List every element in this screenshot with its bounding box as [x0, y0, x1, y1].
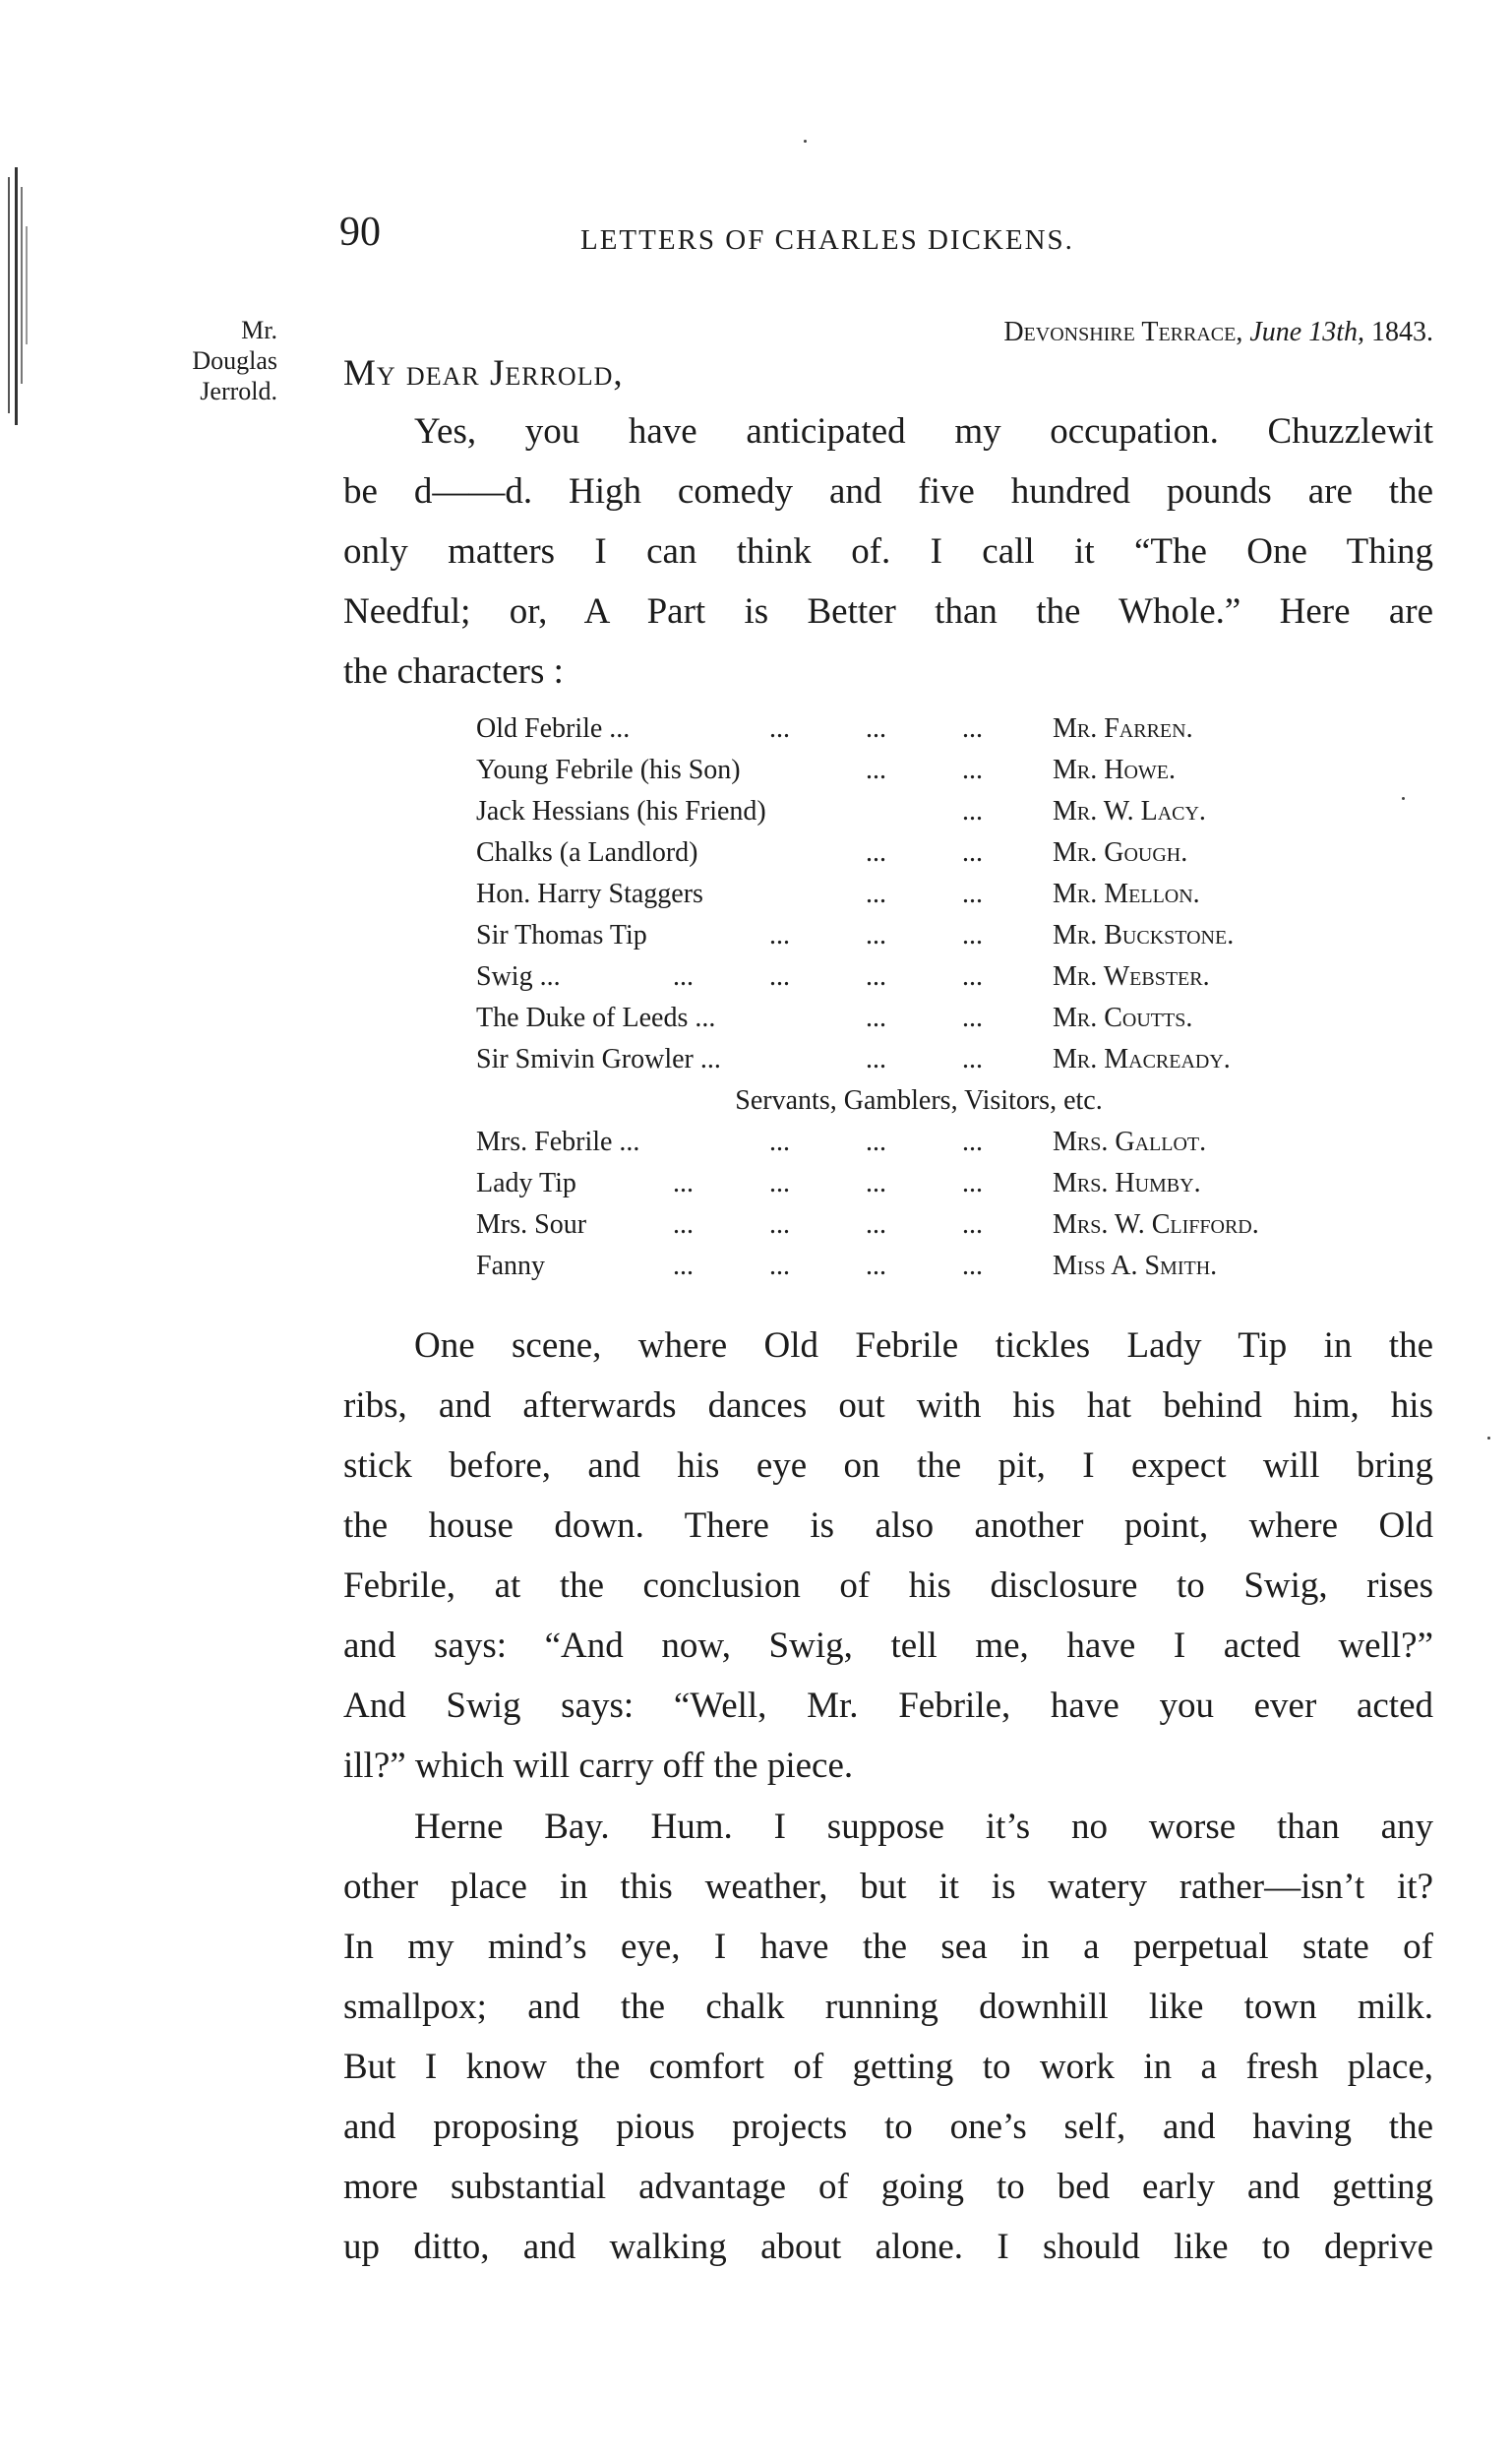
- dateline-date: June 13th,: [1249, 317, 1364, 347]
- text-line: up ditto, and walking about alone. I should like to deprive: [343, 2227, 1433, 2267]
- cast-row: [476, 1127, 1361, 1168]
- leader-dots: ...: [673, 1168, 694, 1198]
- cast-actor: Mr. W. Lacy.: [1053, 796, 1206, 827]
- cast-actor: Mrs. Humby.: [1053, 1168, 1201, 1198]
- leader-dots: ...: [866, 920, 886, 951]
- text-line: smallpox; and the chalk running downhill like town milk.: [343, 1987, 1433, 2027]
- cast-actor: Mrs. W. Clifford.: [1053, 1209, 1259, 1240]
- leader-dots: ...: [962, 920, 983, 951]
- text-line: One scene, where Old Febrile tickles Lady Tip in the: [414, 1325, 1433, 1366]
- cast-role: Mrs. Febrile ...: [476, 1127, 640, 1157]
- cast-row: [476, 1168, 1361, 1209]
- print-speck: [1487, 1437, 1490, 1440]
- binding-edge-marks: [6, 167, 33, 428]
- text-line: Febrile, at the conclusion of his disclosure to Swig, rises: [343, 1565, 1433, 1606]
- cast-role: Sir Thomas Tip: [476, 920, 647, 951]
- leader-dots: ...: [962, 1251, 983, 1281]
- leader-dots: ...: [962, 961, 983, 992]
- page-number: 90: [339, 210, 381, 255]
- cast-actor: Mr. Gough.: [1053, 837, 1188, 868]
- paragraph-opening: [343, 401, 1433, 702]
- leader-dots: ...: [962, 713, 983, 744]
- text-line: the characters :: [343, 651, 564, 692]
- text-line: the house down. There is also another point, where Old: [343, 1505, 1433, 1546]
- leader-dots: ...: [673, 1209, 694, 1240]
- leader-dots: ...: [769, 961, 790, 992]
- leader-dots: ...: [866, 1044, 886, 1074]
- cast-role: Mrs. Sour: [476, 1209, 587, 1240]
- text-line: ribs, and afterwards dances out with his hat behind him, his: [343, 1385, 1433, 1426]
- cast-role: Young Febrile (his Son): [476, 755, 741, 785]
- cast-row: [476, 755, 1361, 796]
- text-line: be d——d. High comedy and five hundred pounds are the: [343, 471, 1433, 512]
- leader-dots: ...: [866, 1127, 886, 1157]
- text-line: and says: “And now, Swig, tell me, have I acted well?”: [343, 1626, 1433, 1666]
- text-line: and proposing pious projects to one’s self, and having the: [343, 2107, 1433, 2147]
- cast-actor: Mr. Macready.: [1053, 1044, 1231, 1074]
- cast-actor: Mr. Howe.: [1053, 755, 1176, 785]
- leader-dots: ...: [962, 1168, 983, 1198]
- cast-actor: Mr. Buckstone.: [1053, 920, 1235, 951]
- leader-dots: ...: [962, 755, 983, 785]
- leader-dots: ...: [962, 1044, 983, 1074]
- leader-dots: ...: [866, 713, 886, 744]
- leader-dots: ...: [866, 961, 886, 992]
- sidenote-line: Douglas: [192, 346, 277, 375]
- running-head: LETTERS OF CHARLES DICKENS.: [580, 224, 1074, 256]
- cast-row: [476, 961, 1361, 1003]
- leader-dots: ...: [866, 1251, 886, 1281]
- cast-row: [476, 1209, 1361, 1251]
- sidenote-line: Jerrold.: [200, 377, 277, 405]
- cast-row: [476, 796, 1361, 837]
- leader-dots: ...: [769, 1127, 790, 1157]
- cast-role: Lady Tip: [476, 1168, 576, 1198]
- text-line: Yes, you have anticipated my occupation. Chuzzlewit: [414, 411, 1433, 452]
- text-line: more substantial advantage of going to bed early and getting: [343, 2167, 1433, 2207]
- dateline-place: Devonshire Terrace,: [1003, 317, 1243, 347]
- cast-role: Old Febrile ...: [476, 713, 631, 744]
- letter-salutation: My dear Jerrold,: [343, 353, 624, 394]
- text-line: stick before, and his eye on the pit, I expect will bring: [343, 1445, 1433, 1486]
- cast-actor: Mrs. Gallot.: [1053, 1127, 1207, 1157]
- cast-actor: Mr. Mellon.: [1053, 879, 1200, 909]
- sidenote-line: Mr.: [241, 316, 277, 344]
- cast-role: The Duke of Leeds ...: [476, 1003, 716, 1033]
- leader-dots: ...: [673, 961, 694, 992]
- text-line: Herne Bay. Hum. I suppose it’s no worse than any: [414, 1807, 1433, 1847]
- cast-row: [476, 1003, 1361, 1044]
- cast-role: Sir Smivin Growler ...: [476, 1044, 721, 1074]
- text-line: Needful; or, A Part is Better than the Whole.” Here are: [343, 591, 1433, 632]
- paragraph-herne-bay: [343, 1797, 1433, 2277]
- leader-dots: ...: [962, 837, 983, 868]
- leader-dots: ...: [866, 1003, 886, 1033]
- print-speck: [804, 140, 807, 143]
- cast-actor: Mr. Webster.: [1053, 961, 1210, 992]
- cast-role: Fanny: [476, 1251, 545, 1281]
- leader-dots: ...: [769, 1251, 790, 1281]
- cast-role: Chalks (a Landlord): [476, 837, 698, 868]
- leader-dots: ...: [866, 755, 886, 785]
- text-line: But I know the comfort of getting to work in a fresh place,: [343, 2047, 1433, 2087]
- text-line: ill?” which will carry off the piece.: [343, 1746, 854, 1786]
- text-line: only matters I can think of. I call it “The One Thing: [343, 531, 1433, 572]
- text-line: other place in this weather, but it is watery rather—isn’t it?: [343, 1867, 1433, 1907]
- print-speck: [1402, 797, 1405, 800]
- cast-interlude: Servants, Gamblers, Visitors, etc.: [735, 1085, 1103, 1116]
- cast-row: [476, 713, 1361, 755]
- leader-dots: ...: [769, 713, 790, 744]
- cast-role: Swig ...: [476, 961, 561, 992]
- leader-dots: ...: [673, 1251, 694, 1281]
- cast-actor: Mr. Farren.: [1053, 713, 1193, 744]
- leader-dots: ...: [769, 920, 790, 951]
- cast-row: [476, 879, 1361, 920]
- cast-row: [476, 1044, 1361, 1085]
- leader-dots: ...: [866, 1209, 886, 1240]
- dateline-year: 1843.: [1371, 317, 1433, 347]
- margin-sidenote: [167, 315, 277, 406]
- leader-dots: ...: [866, 837, 886, 868]
- leader-dots: ...: [769, 1209, 790, 1240]
- leader-dots: ...: [962, 879, 983, 909]
- cast-actor: Mr. Coutts.: [1053, 1003, 1193, 1033]
- cast-actor: Miss A. Smith.: [1053, 1251, 1218, 1281]
- leader-dots: ...: [866, 1168, 886, 1198]
- leader-dots: ...: [962, 1003, 983, 1033]
- cast-list: [476, 713, 1361, 1292]
- text-line: And Swig says: “Well, Mr. Febrile, have you ever acted: [343, 1686, 1433, 1726]
- leader-dots: ...: [769, 1168, 790, 1198]
- leader-dots: ...: [962, 1127, 983, 1157]
- letter-dateline: [1003, 317, 1433, 348]
- cast-row: [476, 837, 1361, 879]
- cast-role: Jack Hessians (his Friend): [476, 796, 766, 827]
- paragraph-scene: [343, 1316, 1433, 1796]
- cast-role: Hon. Harry Staggers: [476, 879, 703, 909]
- text-line: In my mind’s eye, I have the sea in a perpetual state of: [343, 1927, 1433, 1967]
- leader-dots: ...: [866, 879, 886, 909]
- cast-row: [476, 920, 1361, 961]
- leader-dots: ...: [962, 1209, 983, 1240]
- cast-row: [476, 1251, 1361, 1292]
- leader-dots: ...: [962, 796, 983, 827]
